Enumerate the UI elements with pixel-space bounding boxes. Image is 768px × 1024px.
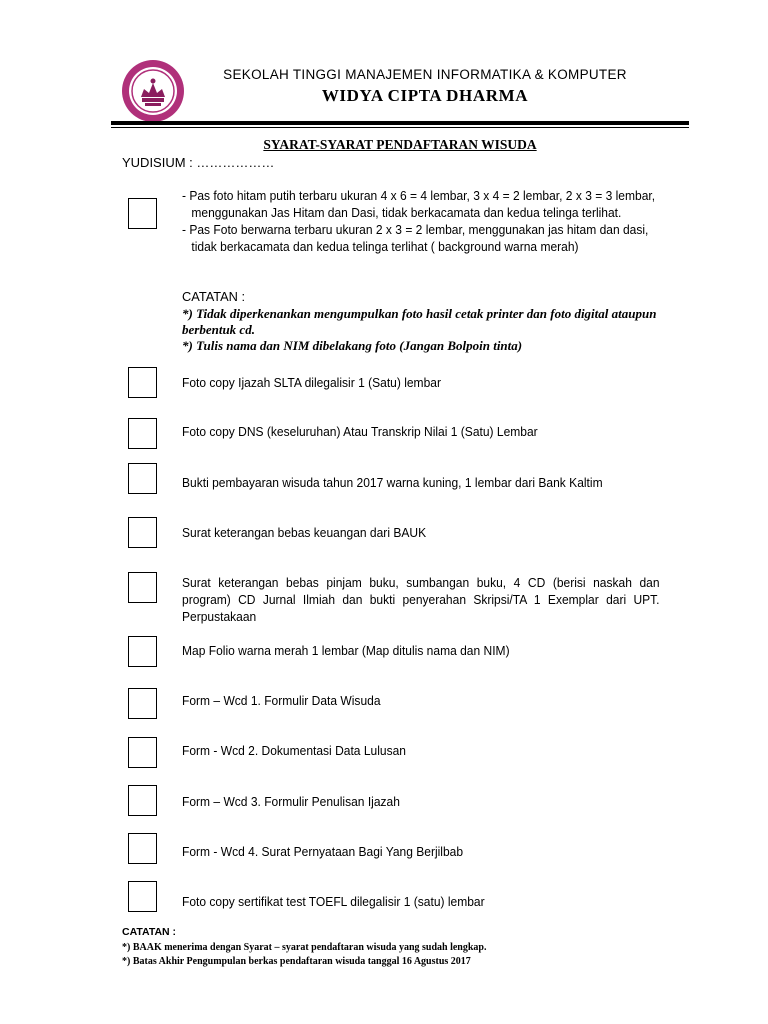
photo-requirement [182,187,660,255]
checkbox-item-9[interactable] [128,785,157,816]
checkbox-item-5[interactable] [128,572,157,603]
photo-catatan-notes [182,306,692,354]
requirement-item-10: Form - Wcd 4. Surat Pernyataan Bagi Yang Berjilbab [182,844,464,859]
checkbox-item-4[interactable] [128,517,157,548]
requirement-item-8: Form - Wcd 2. Dokumentasi Data Lulusan [182,743,406,758]
photo-note-2: *) Tulis nama dan NIM dibelakang foto (Jangan Bolpoin tinta) [182,338,523,353]
institution-name: SEKOLAH TINGGI MANAJEMEN INFORMATIKA & KOMPUTER [223,67,627,82]
checkbox-item-7[interactable] [128,688,157,719]
yudisium-field: YUDISIUM : ……………… [122,155,275,170]
institution-title: WIDYA CIPTA DHARMA [321,86,529,105]
requirement-item-4: Surat keterangan bebas keuangan dari BAUK [182,525,427,540]
checkbox-item-6[interactable] [128,636,157,667]
footer-catatan-label: CATATAN : [122,926,177,938]
photo-line-color: - Pas Foto berwarna terbaru ukuran 2 x 3 = 2 lembar, menggunakan jas hitam dan dasi, tidak berkacamata dan kedua telinga terlihat ( background warna merah) [182,222,649,254]
requirement-item-5: Surat keterangan bebas pinjam buku, sumbangan buku, 4 CD (berisi naskah dan program) CD Jurnal Ilmiah dan bukti penyerahan Skripsi/TA 1 Exemplar dari UPT. Perpustakaan [182,575,660,624]
checkbox-item-2[interactable] [128,418,157,449]
requirement-item-9: Form – Wcd 3. Formulir Penulisan Ijazah [182,794,400,809]
footer-note-1: *) BAAK menerima dengan Syarat – syarat pendaftaran wisuda yang sudah lengkap. [122,942,487,953]
checkbox-item-3[interactable] [128,463,157,494]
checkbox-item-10[interactable] [128,833,157,864]
requirement-item-7: Form – Wcd 1. Formulir Data Wisuda [182,693,381,708]
checkbox-item-8[interactable] [128,737,157,768]
requirement-item-6: Map Folio warna merah 1 lembar (Map ditulis nama dan NIM) [182,643,510,658]
photo-catatan-label: CATATAN : [182,289,246,304]
checkbox-item-1[interactable] [128,367,157,398]
photo-note-1: *) Tidak diperkenankan mengumpulkan foto hasil cetak printer dan foto digital ataupun berbentuk cd. [182,306,657,337]
footer-note-2: *) Batas Akhir Pengumpulan berkas pendaftaran wisuda tanggal 16 Agustus 2017 [122,956,471,967]
checkbox-photo[interactable] [128,198,157,229]
header-divider [111,121,689,125]
document-title: SYARAT-SYARAT PENDAFTARAN WISUDA [263,137,537,152]
requirement-item-2: Foto copy DNS (keseluruhan) Atau Transkrip Nilai 1 (Satu) Lembar [182,424,538,439]
requirement-item-3: Bukti pembayaran wisuda tahun 2017 warna kuning, 1 lembar dari Bank Kaltim [182,475,603,490]
photo-line-bw: - Pas foto hitam putih terbaru ukuran 4 x 6 = 4 lembar, 3 x 4 = 2 lembar, 2 x 3 = 3 lembar, menggunakan Jas Hitam dan Dasi, tidak berkacamata dan kedua telinga terlihat. [182,188,656,220]
header-divider-thin [111,127,689,128]
requirement-item-1: Foto copy Ijazah SLTA dilegalisir 1 (Satu) lembar [182,375,441,390]
checkbox-item-11[interactable] [128,881,157,912]
requirement-item-11: Foto copy sertifikat test TOEFL dilegalisir 1 (satu) lembar [182,894,485,909]
